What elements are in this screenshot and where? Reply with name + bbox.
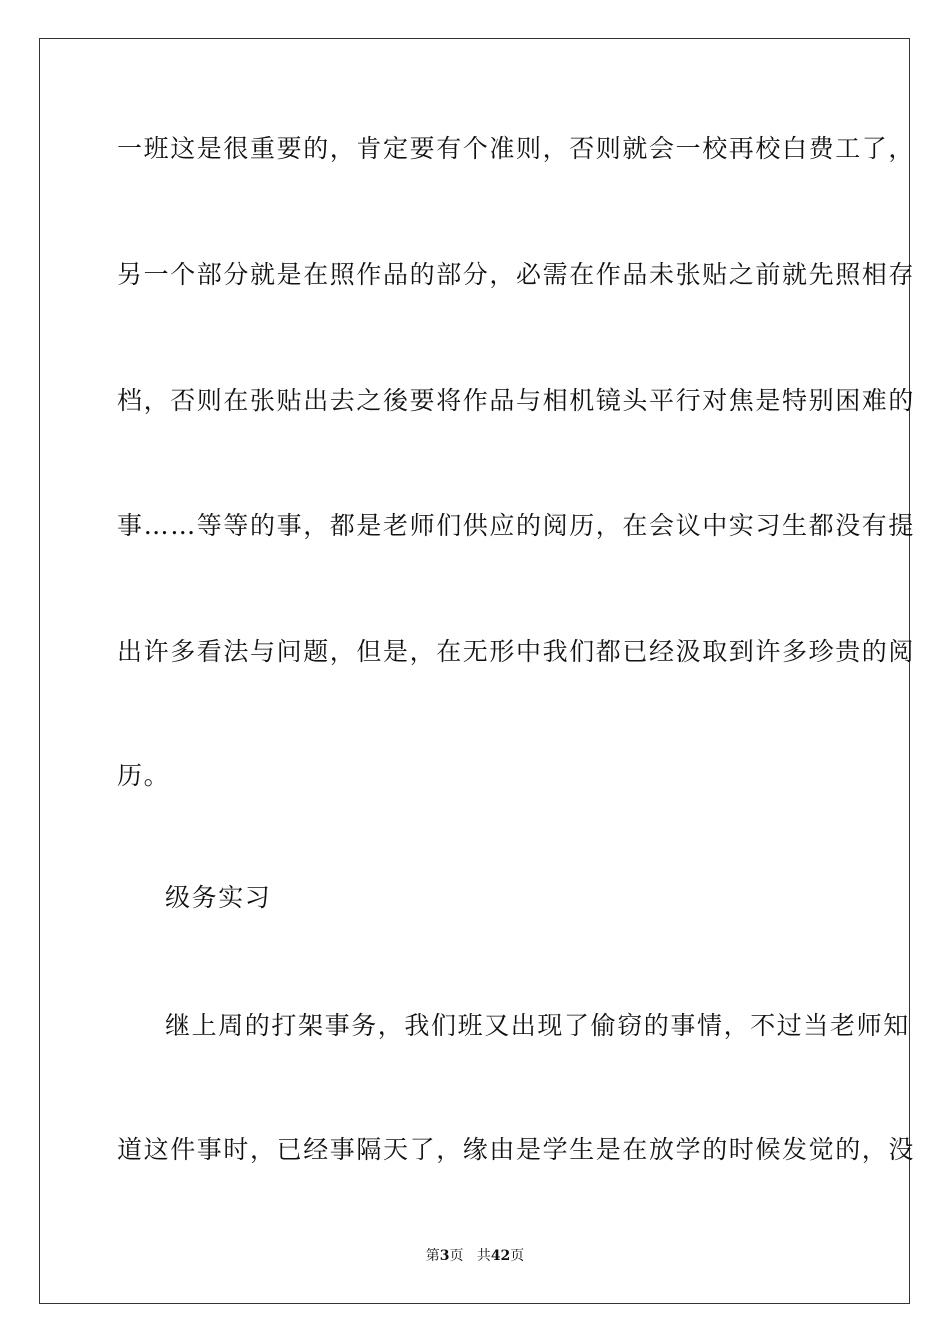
body-line-2: 另一个部分就是在照作品的部分，必需在作品未张贴之前就先照相存: [117, 260, 916, 289]
footer-page-number: 3: [439, 1248, 450, 1264]
footer-total-suffix: 页: [510, 1248, 525, 1264]
body-line-4: 事……等等的事，都是老师们供应的阅历，在会议中实习生都没有提: [117, 511, 916, 540]
body-line-6: 历。: [117, 761, 171, 790]
footer-total-pages: 42: [490, 1248, 511, 1264]
footer-total-prefix: 共: [476, 1248, 491, 1264]
footer-page-suffix: 页: [449, 1248, 464, 1264]
page-border: [39, 38, 916, 1304]
body-line-7: 继上周的打架事务，我们班又出现了偷窃的事情，不过当老师知: [165, 1011, 910, 1040]
footer-page-prefix: 第: [425, 1248, 440, 1264]
body-line-8: 道这件事时，已经事隔天了，缘由是学生是在放学的时候发觉的，没: [117, 1135, 916, 1164]
body-line-5: 出许多看法与问题，但是，在无形中我们都已经汲取到许多珍贵的阅: [117, 637, 916, 666]
page-footer: [0, 1247, 950, 1265]
section-heading: 级务实习: [165, 883, 272, 912]
body-line-1: 一班这是很重要的，肯定要有个准则，否则就会一校再校白费工了，: [117, 134, 916, 163]
body-line-3: 档，否则在张贴出去之後要将作品与相机镜头平行对焦是特别困难的: [117, 386, 916, 415]
